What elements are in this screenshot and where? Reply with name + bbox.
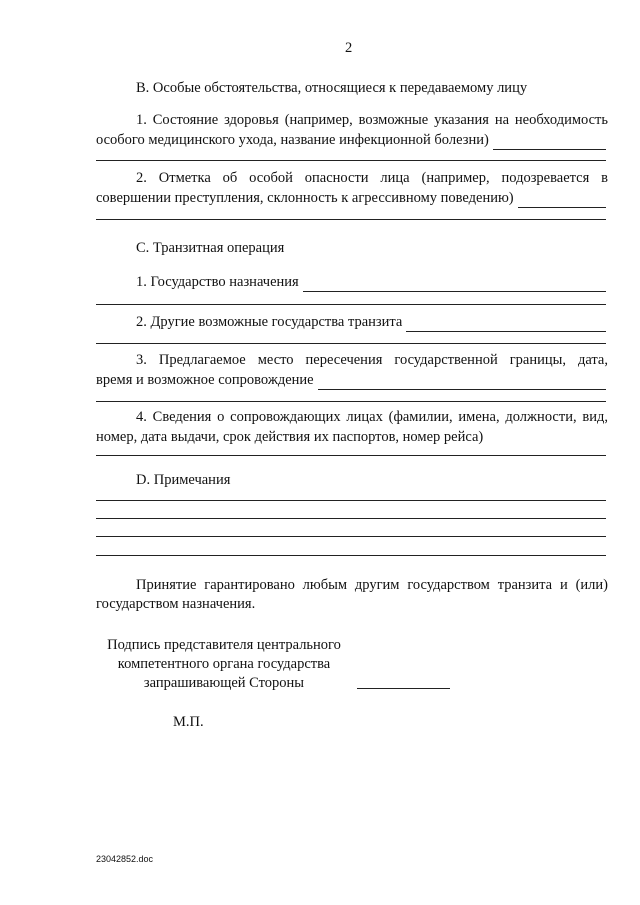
section-c-item2 [136,312,606,332]
transit-states-line[interactable] [96,343,606,344]
section-c-item3-line2-text: время и возможное сопровождение [96,372,314,388]
page-number: 2 [345,40,353,56]
section-c-item3-line1: 3. Предлагаемое место пересечения государственной границы, дата, [136,352,608,368]
danger-answer-line[interactable] [96,219,606,220]
notes-line-4[interactable] [96,555,606,556]
section-b-item1-line2-text: особого медицинского ухода, название инфекционной болезни) [96,132,489,148]
destination-state-field[interactable] [303,277,606,292]
signature-label-line2: компетентного органа государства [117,656,331,672]
transit-states-field[interactable] [406,317,606,332]
notes-line-3[interactable] [96,536,606,537]
section-c-item3-line2 [96,370,606,390]
section-d-heading: D. Примечания [136,472,231,488]
health-answer-line[interactable] [96,160,606,161]
notes-line-1[interactable] [96,500,606,501]
footer-filename: 23042852.doc [96,854,154,864]
section-b-item1-line1: 1. Состояние здоровья (например, возможные указания на необходимость [136,112,608,128]
acceptance-line2: государством назначения. [96,596,256,612]
stamp-label: М.П. [173,714,204,730]
section-c-item1 [136,272,606,292]
signature-label-line1: Подпись представителя центрального [107,637,341,653]
destination-state-line[interactable] [96,304,606,305]
border-crossing-field[interactable] [318,375,606,390]
section-c-item2-text: 2. Другие возможные государства транзита [136,314,403,330]
section-b-item2-line1: 2. Отметка об особой опасности лица (например, подозревается в [136,170,608,186]
section-b-heading: B. Особые обстоятельства, относящиеся к передаваемому лицу [136,80,528,96]
escort-info-line[interactable] [96,455,606,456]
section-c-item4-line1: 4. Сведения о сопровождающих лицах (фамилии, имена, должности, вид, [136,409,608,425]
notes-line-2[interactable] [96,518,606,519]
section-b-item1-line2 [96,130,606,150]
section-b-item2-line2-text: совершении преступления, склонность к агрессивному поведению) [96,190,514,206]
section-b-item2-line2 [96,188,606,208]
border-crossing-line[interactable] [96,401,606,402]
signature-field[interactable] [357,688,450,689]
danger-answer-field[interactable] [518,193,606,208]
section-c-item1-text: 1. Государство назначения [136,274,299,290]
health-answer-field[interactable] [493,135,606,150]
section-c-item4-line2: номер, дата выдачи, срок действия их паспортов, номер рейса) [96,429,484,445]
acceptance-line1: Принятие гарантировано любым другим государством транзита и (или) [136,577,608,593]
section-c-heading: C. Транзитная операция [136,240,285,256]
signature-label-line3: запрашивающей Стороны [143,675,305,691]
